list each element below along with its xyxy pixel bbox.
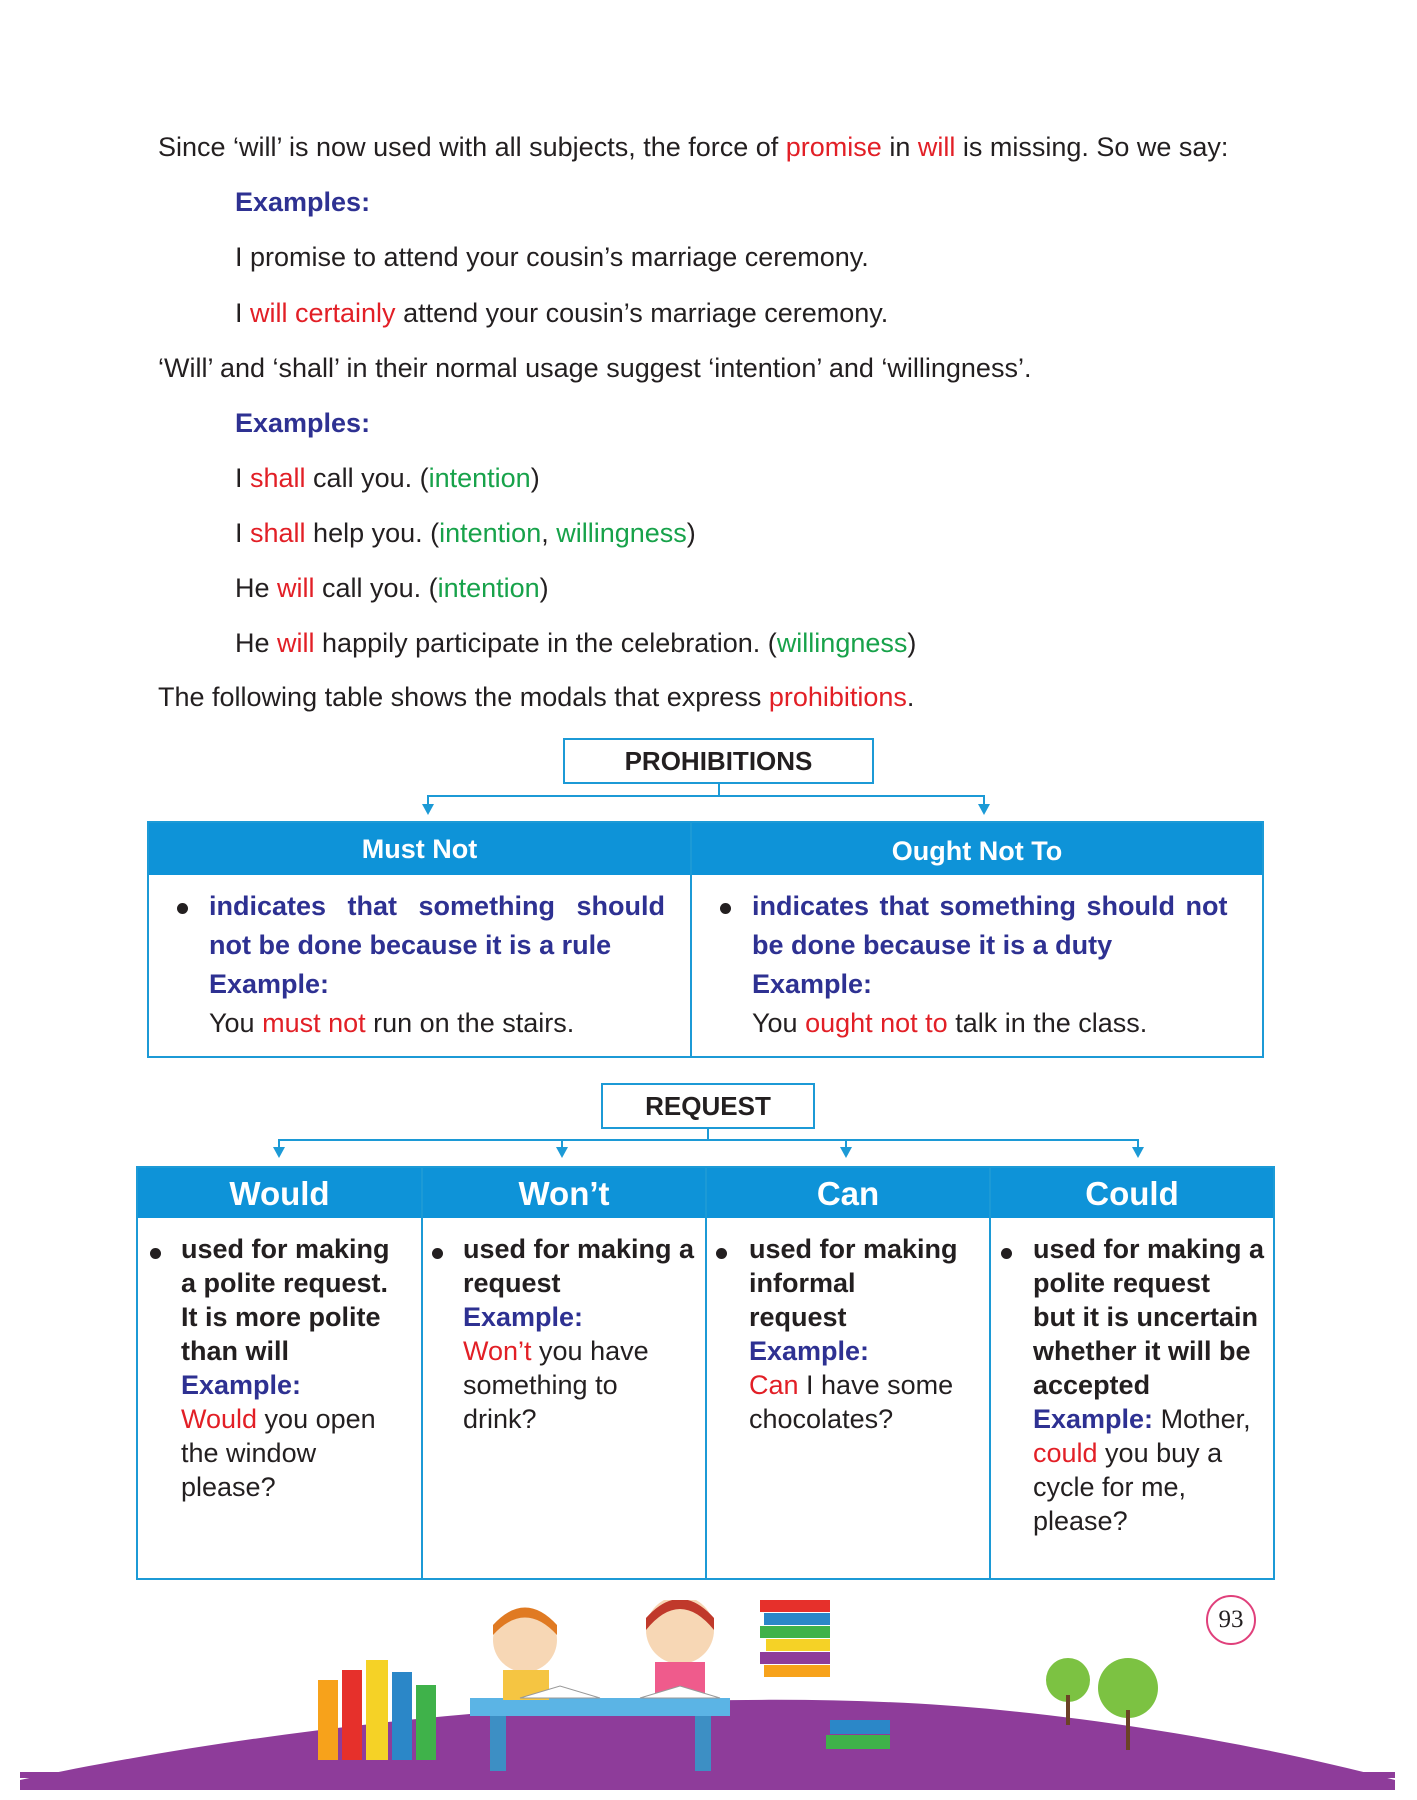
- prohibitions-title: PROHIBITIONS: [563, 738, 874, 784]
- keyword: promise: [785, 132, 882, 162]
- keyword: shall: [250, 463, 306, 493]
- text: is missing. So we say:: [955, 132, 1229, 162]
- example-line: please?: [1033, 1506, 1128, 1536]
- example-label: Example:: [463, 1302, 584, 1332]
- keyword: prohibitions: [768, 682, 907, 712]
- keyword: intention: [428, 463, 531, 493]
- example-sentence-5: [235, 573, 549, 604]
- description-line: request: [749, 1302, 847, 1332]
- example-sentence: [752, 1004, 1242, 1043]
- description-line: a polite request.: [181, 1268, 389, 1298]
- description-line: but it is uncertain: [1033, 1302, 1259, 1332]
- description-line: used for making a: [463, 1234, 695, 1264]
- example-line: [181, 1402, 415, 1436]
- text: run on the stairs.: [365, 1008, 575, 1038]
- column-header: Can: [707, 1168, 989, 1218]
- text: call you. (: [314, 573, 438, 603]
- text: ): [539, 573, 549, 603]
- example-sentence-2: [235, 298, 888, 329]
- example-label: Example:: [1033, 1404, 1154, 1434]
- text: I: [235, 518, 251, 548]
- description-line: informal: [749, 1268, 856, 1298]
- description: indicates that something should: [209, 891, 666, 921]
- text: attend your cousin’s marriage ceremony.: [395, 298, 889, 328]
- example-line: please?: [181, 1472, 276, 1502]
- keyword: intention: [439, 518, 542, 548]
- description-line: accepted: [1033, 1370, 1151, 1400]
- description-line: polite request: [1033, 1268, 1211, 1298]
- keyword: willingness: [776, 628, 908, 658]
- description-line: used for making: [749, 1234, 958, 1264]
- example-sentence: [209, 1004, 670, 1043]
- example-line: [749, 1368, 985, 1402]
- example-line: [463, 1334, 703, 1368]
- example-line: the window: [181, 1438, 317, 1468]
- example-sentence-1: I promise to attend your cousin’s marriage ceremony.: [235, 242, 869, 272]
- text: ): [907, 628, 917, 658]
- description-line: request: [463, 1268, 561, 1298]
- keyword: could: [1033, 1438, 1098, 1468]
- keyword: Can: [749, 1370, 799, 1400]
- keyword: Won’t: [463, 1336, 532, 1366]
- prohibitions-table: [147, 821, 1264, 1058]
- bullet-icon: [150, 1248, 161, 1259]
- arrow-down-icon: [422, 804, 434, 815]
- examples-label-1: Examples:: [235, 187, 371, 217]
- keyword: ought not to: [805, 1008, 948, 1038]
- paragraph-prohibitions: [158, 682, 914, 713]
- keyword: will certainly: [250, 298, 396, 328]
- example-line: chocolates?: [749, 1404, 894, 1434]
- request-column-can: [707, 1168, 991, 1578]
- arrow-down-icon: [978, 804, 990, 815]
- text: ): [686, 518, 696, 548]
- text: Mother,: [1153, 1404, 1251, 1434]
- arrow-down-icon: [840, 1147, 852, 1158]
- text: I: [235, 298, 251, 328]
- description-line: than will: [181, 1336, 289, 1366]
- example-line: cycle for me,: [1033, 1472, 1187, 1502]
- text: You: [209, 1008, 263, 1038]
- description-line: not be done because it is a rule: [209, 930, 612, 960]
- description-line: used for making a: [1033, 1234, 1265, 1264]
- request-table: [136, 1166, 1275, 1580]
- text: ): [530, 463, 540, 493]
- example-sentence-6: [235, 628, 916, 659]
- description-line: [209, 887, 670, 926]
- text: help you. (: [305, 518, 440, 548]
- connector: [278, 1139, 1139, 1141]
- arrow-down-icon: [273, 1147, 285, 1158]
- example-label: Example:: [752, 969, 873, 999]
- text: you buy a: [1097, 1438, 1223, 1468]
- keyword: must not: [262, 1008, 366, 1038]
- description-line: be done because it is a duty: [752, 930, 1113, 960]
- keyword: shall: [250, 518, 306, 548]
- example-sentence-4: [235, 518, 696, 549]
- child-boy-icon: [493, 1608, 557, 1701]
- keyword: will: [917, 132, 956, 162]
- keyword: will: [277, 573, 315, 603]
- example-sentence-3: [235, 463, 540, 494]
- text: He: [235, 628, 278, 658]
- column-header: Ought Not To: [692, 823, 1262, 875]
- text: you have: [531, 1336, 649, 1366]
- paragraph-promise: [158, 132, 1228, 163]
- prohibition-column-ought-not-to: [692, 823, 1262, 1056]
- example-line: drink?: [463, 1404, 537, 1434]
- keyword: Would: [181, 1404, 258, 1434]
- page-number: 93: [1206, 1595, 1256, 1645]
- request-column-wont: [423, 1168, 707, 1578]
- example-line: [1033, 1402, 1271, 1436]
- text: call you. (: [305, 463, 429, 493]
- column-header: Won’t: [423, 1168, 705, 1218]
- column-header: Must Not: [149, 823, 690, 875]
- examples-label-2: Examples:: [235, 408, 371, 438]
- connector: [427, 795, 984, 797]
- example-line: something to: [463, 1370, 618, 1400]
- children-reading-illustration: [0, 1600, 1417, 1800]
- child-girl-icon: [646, 1600, 714, 1698]
- column-body: [692, 875, 1262, 1043]
- paragraph-will-shall: ‘Will’ and ‘shall’ in their normal usage suggest ‘intention’ and ‘willingness’.: [158, 353, 1032, 383]
- column-body: [138, 1218, 421, 1504]
- description-line: It is more polite: [181, 1302, 381, 1332]
- text: .: [906, 682, 915, 712]
- text: Since ‘will’ is now used with all subjects, the force of: [158, 132, 786, 162]
- example-label: Example:: [181, 1370, 302, 1400]
- description-line: whether it will be: [1033, 1336, 1251, 1366]
- text: happily participate in the celebration. (: [314, 628, 777, 658]
- prohibition-column-must-not: [149, 823, 692, 1056]
- crayons-icon: [318, 1660, 436, 1760]
- column-body: [991, 1218, 1273, 1538]
- text: in: [881, 132, 918, 162]
- text: you open: [257, 1404, 376, 1434]
- column-header: Would: [138, 1168, 421, 1218]
- text: The following table shows the modals that express: [158, 682, 769, 712]
- text: talk in the class.: [947, 1008, 1148, 1038]
- request-column-would: [138, 1168, 423, 1578]
- text: ,: [541, 518, 557, 548]
- text: You: [752, 1008, 806, 1038]
- description-line: indicates that something should not: [752, 891, 1228, 921]
- description-line: used for making: [181, 1234, 390, 1264]
- column-body: [149, 875, 690, 1043]
- example-label: Example:: [749, 1336, 870, 1366]
- text: I: [235, 463, 251, 493]
- column-body: [423, 1218, 705, 1436]
- request-title: REQUEST: [601, 1083, 815, 1129]
- bullet-icon: [1001, 1248, 1012, 1259]
- keyword: will: [277, 628, 315, 658]
- ground-strip: [20, 1772, 1395, 1778]
- bullet-icon: [720, 903, 731, 914]
- example-label: Example:: [209, 969, 330, 999]
- example-line: [1033, 1436, 1271, 1470]
- text: He: [235, 573, 278, 603]
- text: I have some: [798, 1370, 954, 1400]
- arrow-down-icon: [556, 1147, 568, 1158]
- bullet-icon: [432, 1248, 443, 1259]
- request-column-could: [991, 1168, 1273, 1578]
- keyword: willingness: [556, 518, 687, 548]
- keyword: intention: [437, 573, 540, 603]
- bullet-icon: [716, 1248, 727, 1259]
- arrow-down-icon: [1132, 1147, 1144, 1158]
- column-body: [707, 1218, 989, 1436]
- bullet-icon: [177, 903, 188, 914]
- column-header: Could: [991, 1168, 1273, 1218]
